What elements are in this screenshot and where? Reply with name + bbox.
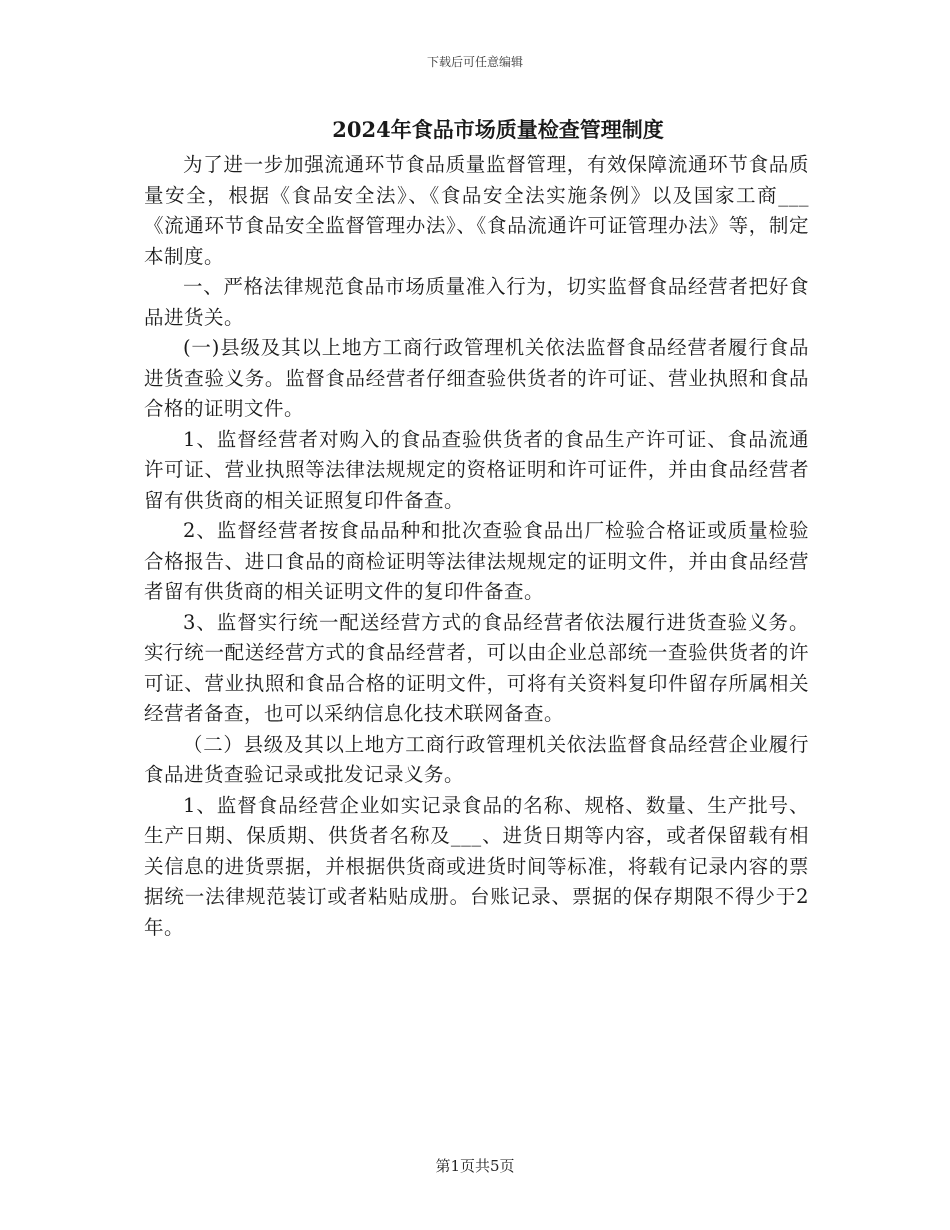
paragraph-item-3: 3、监督实行统一配送经营方式的食品经营者依法履行进货查验义务。实行统一配送经营方式的食品经营者，可以由企业总部统一查验供货者的许可证、营业执照和食品合格的证明文件，可将有关资料复印件留存所属相关经营者备查，也可以采纳信息化技术联网备查。	[144, 610, 809, 725]
paragraph-item-2: 2、监督经营者按食品品种和批次查验食品出厂检验合格证或质量检验合格报告、进口食品的商检证明等法律法规规定的证明文件，并由食品经营者留有供货商的相关证明文件的复印件备查。	[144, 519, 809, 603]
paragraph-subsection-1: (一)县级及其以上地方工商行政管理机关依法监督食品经营者履行食品进货查验义务。监督食品经营者仔细查验供货者的许可证、营业执照和食品合格的证明文件。	[144, 336, 809, 420]
paragraph-section-1: 一、严格法律规范食品市场质量准入行为，切实监督食品经营者把好食品进货关。	[144, 275, 809, 329]
page-footer: 第1页共5页	[435, 1157, 515, 1175]
header-note: 下载后可任意编辑	[426, 55, 523, 69]
document-title: 2024年食品市场质量检查管理制度	[332, 117, 664, 142]
document-body	[144, 150, 809, 943]
paragraph-item-4: 1、监督食品经营企业如实记录食品的名称、规格、数量、生产批号、生产日期、保质期、供货者名称及___、进货日期等内容，或者保留载有相关信息的进货票据，并根据供货商或进货时间等标准，将载有记录内容的票据统一法律规范装订或者粘贴成册。台账记录、票据的保存期限不得少于2年。	[144, 793, 809, 939]
paragraph-item-1: 1、监督经营者对购入的食品查验供货者的食品生产许可证、食品流通许可证、营业执照等法律法规规定的资格证明和许可证件，并由食品经营者留有供货商的相关证照复印件备查。	[144, 427, 809, 512]
paragraph-subsection-2: （二）县级及其以上地方工商行政管理机关依法监督食品经营企业履行食品进货查验记录或批发记录义务。	[144, 732, 809, 786]
paragraph-intro: 为了进一步加强流通环节食品质量监督管理，有效保障流通环节食品质量安全，根据《食品安全法》、《食品安全法实施条例》以及国家工商___《流通环节食品安全监督管理办法》、《食品流通许可证管理办法》等，制定本制度。	[144, 153, 809, 268]
